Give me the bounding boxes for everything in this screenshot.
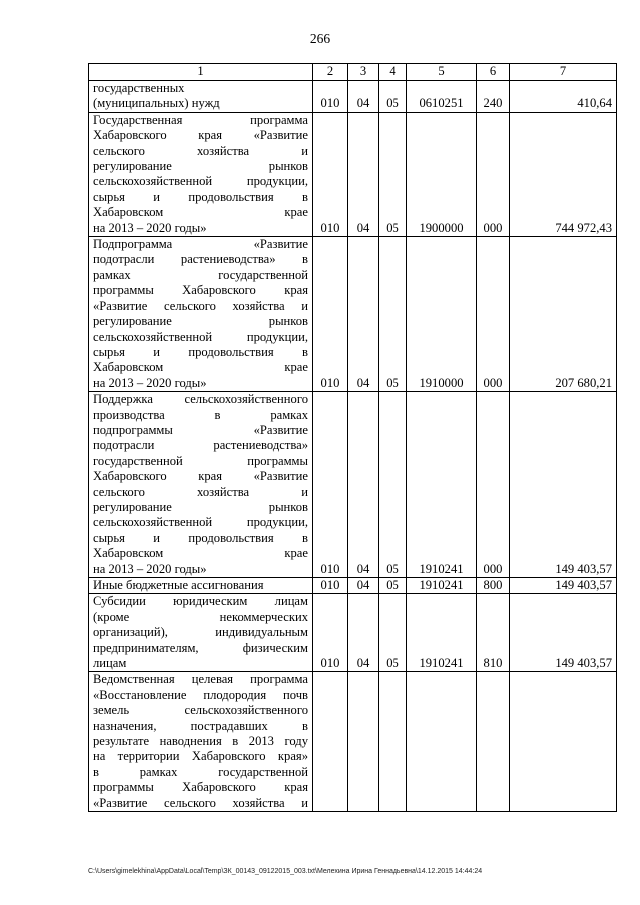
file-path-footer: C:\Users\gimelekhina\AppData\Local\Temp\ЗК_00143_09122015_003.txt\Мелехина Ирина Геннадьевна\14.12.2015 14:44:24 [88, 868, 483, 875]
grbs-code: 010 [313, 578, 348, 594]
row-name-line: Государственная программа [93, 112, 308, 127]
row-name-line: сырья и продовольствия в [93, 189, 308, 204]
row-name-line: Хабаровского края «Развитие [93, 128, 308, 143]
header-col-6: 6 [477, 64, 510, 81]
subsection-code: 05 [379, 578, 407, 594]
expense-type-code: 000 [477, 112, 510, 236]
section-code: 04 [348, 81, 379, 113]
row-name-line: государственных [93, 81, 185, 95]
subsection-code: 05 [379, 392, 407, 578]
row-name [89, 392, 313, 578]
row-name-line: Хабаровском крае [93, 205, 308, 220]
row-name-line: регулирование рынков [93, 314, 308, 329]
target-article-code [407, 672, 477, 812]
row-name-line: на 2013 – 2020 годы» [93, 561, 207, 576]
header-col-5: 5 [407, 64, 477, 81]
row-name-line: Хабаровского края «Развитие [93, 469, 308, 484]
row-name-line: «Развитие сельского хозяйства и [93, 795, 308, 810]
row-name-line: сырья и продовольствия в [93, 530, 308, 545]
row-name-line: сельского хозяйства и [93, 484, 308, 499]
grbs-code: 010 [313, 81, 348, 113]
amount: 410,64 [510, 81, 617, 113]
row-name-line: государственной программы [93, 453, 308, 468]
amount: 149 403,57 [510, 392, 617, 578]
row-name [89, 672, 313, 812]
row-name-line: лицам [93, 656, 127, 671]
row-name-line: подотрасли растениеводства» [93, 438, 308, 453]
table-row [89, 578, 617, 594]
row-name-line: регулирование рынков [93, 499, 308, 514]
row-name-line: сырья и продовольствия в [93, 344, 308, 359]
section-code: 04 [348, 112, 379, 236]
row-name-line: сельскохозяйственной продукции, [93, 174, 308, 189]
amount: 207 680,21 [510, 237, 617, 392]
row-name-line: на 2013 – 2020 годы» [93, 375, 207, 390]
page-number: 266 [309, 31, 331, 46]
expense-type-code: 800 [477, 578, 510, 594]
amount: 149 403,57 [510, 578, 617, 594]
row-name-line: «Развитие сельского хозяйства и [93, 298, 308, 313]
row-name-line: организаций), индивидуальным [93, 625, 308, 640]
row-name-line: сельскохозяйственной продукции, [93, 515, 308, 530]
row-name-line: Субсидии юридическим лицам [93, 594, 308, 609]
amount [510, 672, 617, 812]
budget-table [88, 63, 617, 812]
row-name-line: (муниципальных) нужд [93, 96, 220, 111]
row-name-line: земель сельскохозяйственного [93, 703, 308, 718]
row-name-line: рамках государственной [93, 267, 308, 282]
header-col-7: 7 [510, 64, 617, 81]
expense-type-code: 000 [477, 392, 510, 578]
row-name-line: Хабаровском крае [93, 546, 308, 561]
row-name-line: программы Хабаровского края [93, 780, 308, 795]
row-name-line: на 2013 – 2020 годы» [93, 220, 207, 235]
row-name-line: результате наводнения в 2013 году [93, 734, 308, 749]
target-article-code: 1900000 [407, 112, 477, 236]
header-col-2: 2 [313, 64, 348, 81]
row-name-line: Подпрограмма «Развитие [93, 237, 308, 252]
target-article-code: 1910241 [407, 578, 477, 594]
row-name-line: регулирование рынков [93, 159, 308, 174]
target-article-code: 1910241 [407, 392, 477, 578]
row-name [89, 237, 313, 392]
table-row [89, 112, 617, 236]
expense-type-code: 810 [477, 594, 510, 672]
header-col-3: 3 [348, 64, 379, 81]
expense-type-code: 000 [477, 237, 510, 392]
section-code: 04 [348, 594, 379, 672]
subsection-code: 05 [379, 112, 407, 236]
header-col-1: 1 [89, 64, 313, 81]
grbs-code: 010 [313, 237, 348, 392]
section-code [348, 672, 379, 812]
row-name-line: подпрограммы «Развитие [93, 422, 308, 437]
header-col-4: 4 [379, 64, 407, 81]
table-row [89, 237, 617, 392]
row-name-line: на территории Хабаровского края» [93, 749, 308, 764]
grbs-code [313, 672, 348, 812]
subsection-code: 05 [379, 237, 407, 392]
grbs-code: 010 [313, 594, 348, 672]
row-name [89, 81, 313, 113]
row-name-line: в рамках государственной [93, 764, 308, 779]
row-name-line: (кроме некоммерческих [93, 609, 308, 624]
target-article-code: 1910241 [407, 594, 477, 672]
row-name-line: Ведомственная целевая программа [93, 672, 308, 687]
row-name-line: «Восстановление плодородия почв [93, 687, 308, 702]
grbs-code: 010 [313, 392, 348, 578]
row-name-line: производства в рамках [93, 407, 308, 422]
table-row [89, 81, 617, 113]
expense-type-code: 240 [477, 81, 510, 113]
target-article-code: 0610251 [407, 81, 477, 113]
row-name-line: назначения, пострадавших в [93, 718, 308, 733]
section-code: 04 [348, 578, 379, 594]
row-name-line: подотрасли растениеводства» в [93, 252, 308, 267]
table-row [89, 392, 617, 578]
target-article-code: 1910000 [407, 237, 477, 392]
section-code: 04 [348, 392, 379, 578]
row-name-line: сельского хозяйства и [93, 143, 308, 158]
subsection-code [379, 672, 407, 812]
table-body [89, 64, 617, 812]
row-name-line: Поддержка сельскохозяйственного [93, 392, 308, 407]
grbs-code: 010 [313, 112, 348, 236]
subsection-code: 05 [379, 81, 407, 113]
row-name [89, 594, 313, 672]
row-name [89, 112, 313, 236]
section-code: 04 [348, 237, 379, 392]
subsection-code: 05 [379, 594, 407, 672]
amount: 149 403,57 [510, 594, 617, 672]
row-name-line: Хабаровском крае [93, 360, 308, 375]
amount: 744 972,43 [510, 112, 617, 236]
row-name [89, 578, 313, 594]
row-name-line: сельскохозяйственной продукции, [93, 329, 308, 344]
row-name-line: программы Хабаровского края [93, 283, 308, 298]
expense-type-code [477, 672, 510, 812]
row-name-line: Иные бюджетные ассигнования [93, 578, 264, 592]
row-name-line: предпринимателям, физическим [93, 640, 308, 655]
table-row [89, 594, 617, 672]
header-row [89, 64, 617, 81]
table-row [89, 672, 617, 812]
